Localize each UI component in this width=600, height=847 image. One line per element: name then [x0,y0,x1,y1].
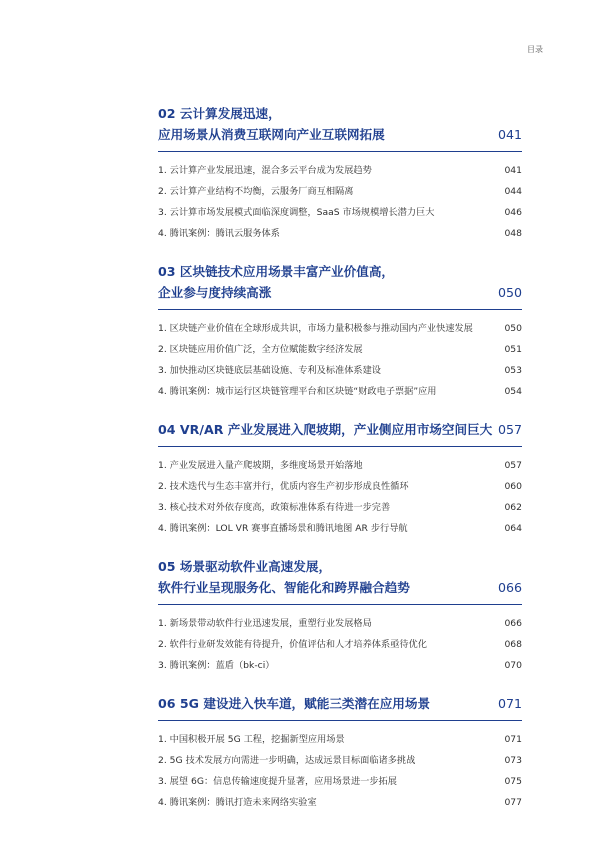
toc-entry-page-number: 068 [504,639,522,650]
section-title [158,419,492,440]
table-of-contents [158,103,522,830]
toc-entry[interactable] [158,455,522,476]
toc-entry[interactable] [158,181,522,202]
section-heading[interactable] [158,419,522,447]
toc-entry[interactable] [158,613,522,634]
toc-entry-title: 2. 软件行业研发效能有待提升，价值评估和人才培养体系亟待优化 [158,639,427,650]
toc-entry-page-number: 073 [504,755,522,766]
toc-entry[interactable] [158,381,522,402]
section-heading[interactable] [158,261,522,310]
toc-entry-title: 4. 腾讯案例：腾讯打造未来网络实验室 [158,797,317,808]
toc-entry-page-number: 046 [504,207,522,218]
page-header-label: 目录 [527,45,543,54]
section-title [158,103,385,145]
section-page-number: 066 [497,580,522,595]
section-title-line: 应用场景从消费互联网向产业互联网拓展 [158,127,385,142]
toc-section [158,556,522,676]
section-title [158,261,394,303]
section-page-number: 057 [497,422,522,437]
section-heading[interactable] [158,556,522,605]
toc-entry[interactable] [158,497,522,518]
section-title-line: 06 5G 建设进入快车道，赋能三类潜在应用场景 [158,696,431,711]
toc-entry-title: 1. 中国积极开展 5G 工程，挖掘新型应用场景 [158,734,345,745]
toc-entry[interactable] [158,339,522,360]
toc-entry[interactable] [158,771,522,792]
toc-entry-title: 1. 区块链产业价值在全球形成共识，市场力量积极参与推动国内产业快速发展 [158,323,473,334]
section-title-line: 企业参与度持续高涨 [158,285,272,300]
toc-entry-page-number: 062 [504,502,522,513]
section-title-line: 04 VR/AR 产业发展进入爬坡期，产业侧应用市场空间巨大 [158,422,493,437]
section-entries [158,447,522,539]
toc-section [158,693,522,813]
toc-entry-page-number: 054 [504,386,522,397]
toc-entry-title: 1. 新场景带动软件行业迅速发展，重塑行业发展格局 [158,618,372,629]
toc-section [158,103,522,244]
toc-entry-title: 2. 云计算产业结构不均衡，云服务厂商互相隔离 [158,186,354,197]
section-entries [158,605,522,676]
toc-entry-title: 4. 腾讯案例：城市运行区块链管理平台和区块链“财政电子票据”应用 [158,386,437,397]
toc-entry-title: 3. 加快推动区块链底层基础设施、专利及标准体系建设 [158,365,381,376]
toc-entry-title: 4. 腾讯案例：LOL VR 赛事直播场景和腾讯地图 AR 步行导航 [158,523,408,534]
section-heading[interactable] [158,103,522,152]
toc-entry-page-number: 051 [504,344,522,355]
toc-entry-title: 3. 展望 6G：信息传输速度提升显著，应用场景进一步拓展 [158,776,397,787]
toc-section [158,261,522,402]
section-heading[interactable] [158,693,522,721]
toc-entry-page-number: 048 [504,228,522,239]
section-title [158,556,410,598]
section-entries [158,310,522,402]
toc-entry-title: 3. 腾讯案例：蓝盾（bk-ci） [158,660,275,671]
toc-entry-page-number: 066 [504,618,522,629]
toc-entry[interactable] [158,360,522,381]
toc-entry[interactable] [158,655,522,676]
toc-entry[interactable] [158,750,522,771]
toc-entry-title: 3. 核心技术对外依存度高，政策标准体系有待进一步完善 [158,502,391,513]
toc-entry-title: 1. 云计算产业发展迅速，混合多云平台成为发展趋势 [158,165,372,176]
section-entries [158,721,522,813]
toc-entry-page-number: 044 [504,186,522,197]
toc-entry[interactable] [158,634,522,655]
toc-entry[interactable] [158,476,522,497]
section-title-line: 03 区块链技术应用场景丰富产业价值高， [158,264,395,279]
section-page-number: 071 [497,696,522,711]
toc-entry[interactable] [158,318,522,339]
toc-section [158,419,522,539]
toc-entry[interactable] [158,202,522,223]
toc-entry-title: 2. 5G 技术发展方向需进一步明确，达成远景目标面临诸多挑战 [158,755,416,766]
section-page-number: 041 [497,127,522,142]
toc-entry[interactable] [158,160,522,181]
section-title-line: 软件行业呈现服务化、智能化和跨界融合趋势 [158,580,410,595]
toc-entry[interactable] [158,792,522,813]
toc-entry-page-number: 075 [504,776,522,787]
toc-entry-page-number: 071 [504,734,522,745]
toc-entry-page-number: 070 [504,660,522,671]
toc-entry-title: 3. 云计算市场发展模式面临深度调整，SaaS 市场规模增长潜力巨大 [158,207,435,218]
section-title [158,693,430,714]
toc-entry-page-number: 060 [504,481,522,492]
section-title-line: 02 云计算发展迅速， [158,106,281,121]
toc-entry-title: 4. 腾讯案例：腾讯云服务体系 [158,228,280,239]
toc-entry[interactable] [158,223,522,244]
toc-entry-page-number: 064 [504,523,522,534]
toc-entry-title: 2. 技术迭代与生态丰富并行，优质内容生产初步形成良性循环 [158,481,409,492]
toc-entry-title: 2. 区块链应用价值广泛，全方位赋能数字经济发展 [158,344,363,355]
toc-entry-page-number: 077 [504,797,522,808]
toc-entry[interactable] [158,518,522,539]
toc-entry-title: 1. 产业发展进入量产爬坡期，多维度场景开始落地 [158,460,363,471]
toc-entry-page-number: 053 [504,365,522,376]
toc-entry[interactable] [158,729,522,750]
toc-entry-page-number: 050 [504,323,522,334]
section-title-line: 05 场景驱动软件业高速发展， [158,559,332,574]
toc-entry-page-number: 041 [504,165,522,176]
section-page-number: 050 [497,285,522,300]
toc-entry-page-number: 057 [504,460,522,471]
section-entries [158,152,522,244]
